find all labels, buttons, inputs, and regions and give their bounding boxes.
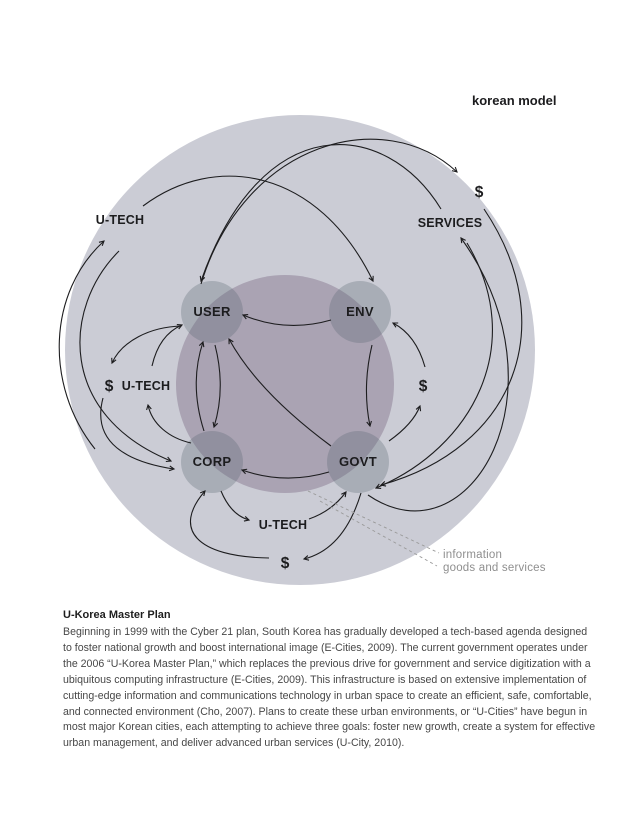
article-line: cutting-edge information and communications technology in urban space to create an efficient, safe, comfortable, [63,689,592,702]
utech-topleft-label: U-TECH [95,213,145,227]
article-body [63,625,596,752]
node-env-label: ENV [346,304,374,319]
node-corp-label: CORP [192,454,232,469]
article-line: the 2006 “U-Korea Master Plan,” which replaces the previous drive for government and service digitization with a [63,657,591,670]
legend-information-label: information [443,549,503,561]
article-line: urban management, and deliver advanced urban services (U-City, 2010). [63,737,405,750]
utech-bottom-label: U-TECH [258,518,308,532]
dollar-topright-label: $ [474,184,484,201]
article-block [63,609,596,752]
services-label: SERVICES [417,216,483,230]
article-line: ubiquitous computing infrastructure (E-Cities, 2009). This infrastructure is based on extensive implementation of [63,673,587,686]
article-line: most major Korean cities, each attempting to achieve three goals: foster new growth, create a system for effective [63,721,596,734]
dollar-bottom-label: $ [280,555,290,572]
article-title: U-Korea Master Plan [63,609,171,621]
utech-midleft-label: U-TECH [121,379,171,393]
dollar-midright-label: $ [418,378,428,395]
legend-goods-services-label: goods and services [443,562,546,574]
article-line: Beginning in 1999 with the Cyber 21 plan, South Korea has gradually developed a tech-based agenda designed [63,626,588,638]
model-title-label: korean model [472,93,557,108]
node-govt-label: GOVT [338,454,378,469]
article-line: to foster national growth and boost international image (E-Cities, 2009). The current government operates under [63,641,588,654]
dollar-midleft-label: $ [104,378,114,395]
node-user-label: USER [193,304,231,319]
article-line: and connected environment (Cho, 2007). Plans to create these urban environments, or “U-Cities” have begun in [63,705,588,718]
